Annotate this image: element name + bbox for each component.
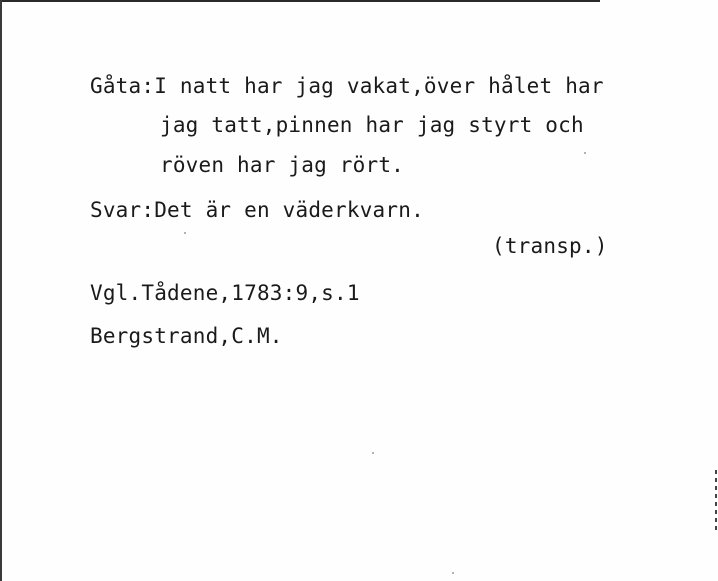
- riddle-line-2: jag tatt,pinnen har jag styrt och: [160, 113, 584, 137]
- source-reference: Vgl.Tådene,1783:9,s.1: [90, 281, 360, 305]
- riddle-label: Gåta:: [90, 74, 155, 98]
- riddle-line-3: röven har jag rört.: [160, 153, 405, 177]
- paper-speck: [184, 232, 186, 234]
- card-left-edge: [0, 0, 2, 581]
- riddle-line-1: [90, 74, 604, 98]
- transcription-note: (transp.): [492, 234, 608, 258]
- paper-speck: [584, 152, 586, 154]
- answer-label: Svar:: [90, 198, 155, 222]
- card-right-edge: [715, 470, 717, 530]
- collector-name: Bergstrand,C.M.: [90, 324, 283, 348]
- paper-speck: [452, 572, 454, 574]
- answer-line: [90, 198, 424, 222]
- answer-text: Det är en väderkvarn.: [154, 198, 424, 222]
- paper-speck: [372, 452, 374, 454]
- riddle-text-1: I natt har jag vakat,över hålet har: [154, 74, 604, 98]
- card-top-edge: [0, 0, 600, 2]
